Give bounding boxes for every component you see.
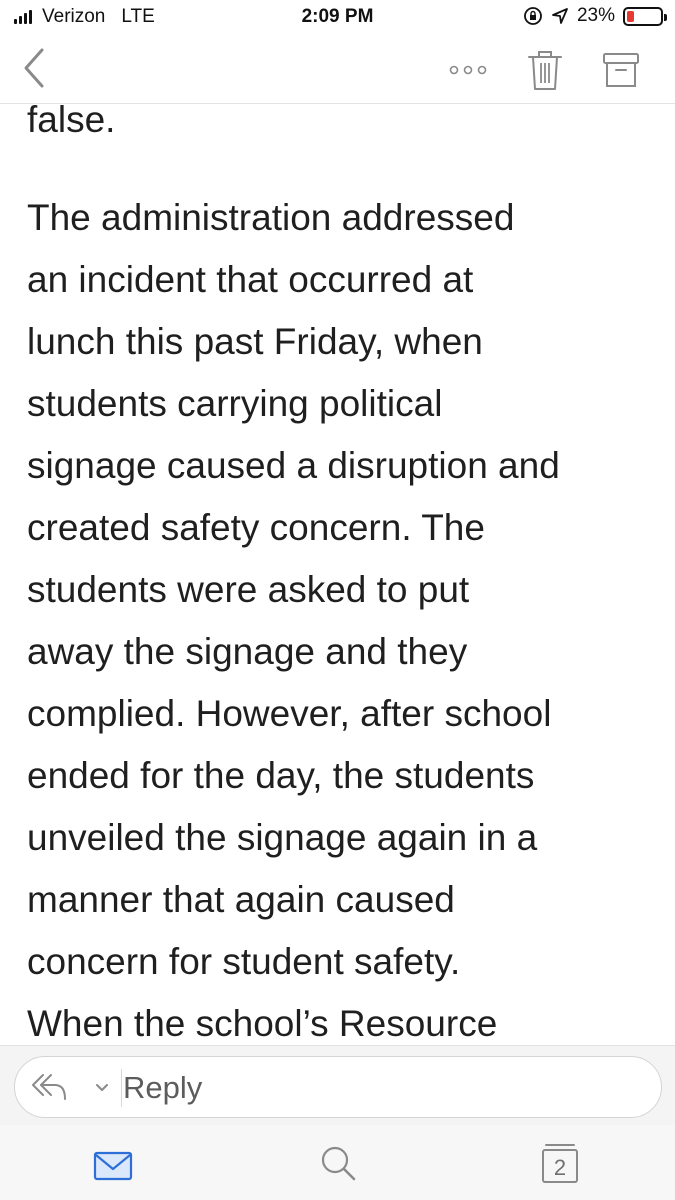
battery-tip <box>664 14 667 21</box>
location-arrow-icon <box>551 7 569 25</box>
battery-icon <box>623 7 663 26</box>
status-right <box>523 5 663 27</box>
network-type: LTE <box>121 6 155 27</box>
tab-bar <box>0 1125 675 1200</box>
status-bar <box>0 0 675 36</box>
archive-icon[interactable] <box>601 50 641 90</box>
more-dots-icon[interactable] <box>448 60 488 80</box>
carrier-name: Verizon <box>42 6 106 27</box>
message-paragraph: The administration addressed an incident that occurred at lunch this past Friday, when students carrying political signage caused a disruption and created safety concern. The students were asked to put away the signage and they complied. However, after school ended for the day, the students unveiled the signage again in a manner that again caused concern for student safety. When the school’s Resource <box>27 197 560 1044</box>
back-chevron-icon[interactable] <box>18 46 52 90</box>
reply-arrows-icon[interactable] <box>29 1069 69 1105</box>
orientation-lock-icon <box>523 6 543 26</box>
clipped-previous-line: false. <box>27 105 116 140</box>
search-icon[interactable] <box>318 1143 358 1183</box>
reply-box[interactable] <box>14 1056 662 1118</box>
reply-area <box>0 1045 675 1125</box>
message-body <box>0 105 675 1045</box>
trash-icon[interactable] <box>526 48 564 92</box>
message-nav-bar <box>0 36 675 104</box>
reply-divider <box>121 1069 122 1107</box>
cards-button[interactable] <box>540 1141 580 1185</box>
battery-percent: 23% <box>576 5 615 26</box>
status-time: 2:09 PM <box>301 6 374 27</box>
chevron-down-icon[interactable] <box>95 1083 109 1093</box>
reply-input[interactable] <box>123 1065 643 1111</box>
cards-count: 2 <box>553 1155 567 1180</box>
battery-fill <box>627 11 634 22</box>
mail-icon[interactable] <box>93 1151 133 1181</box>
